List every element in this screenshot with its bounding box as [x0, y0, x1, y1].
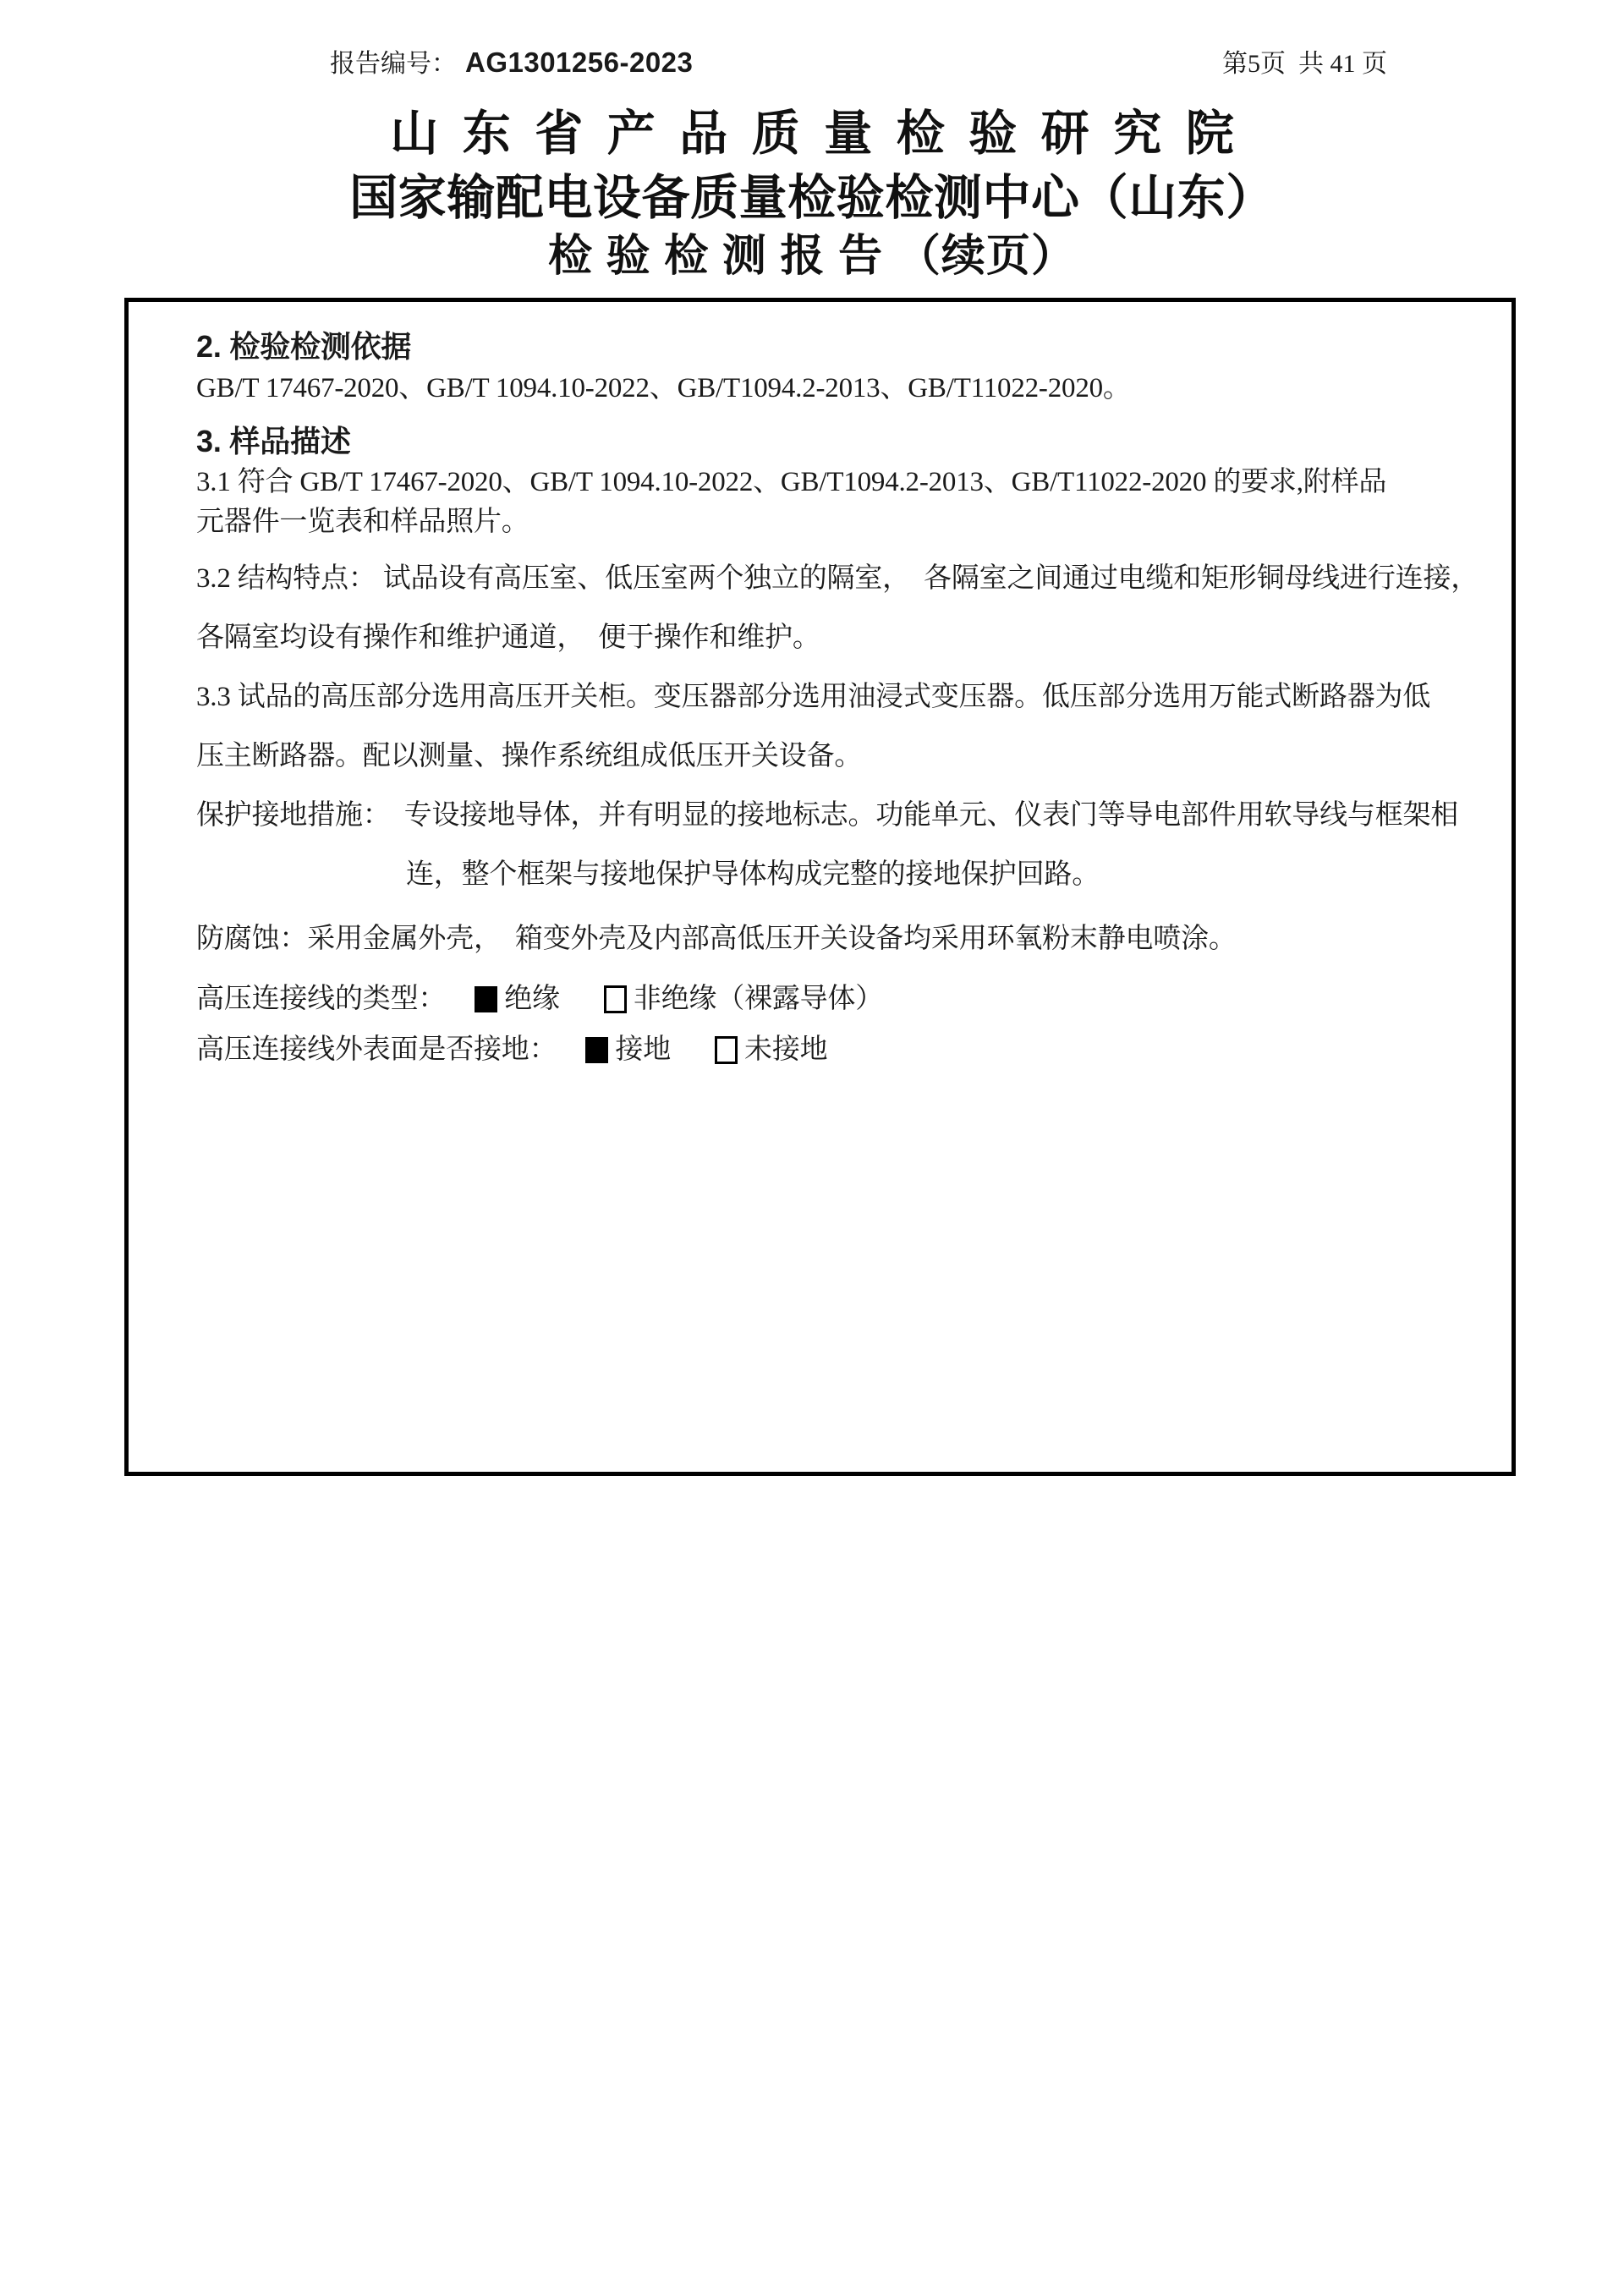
hv-connection-type-label: 高压连接线的类型： [196, 984, 447, 1014]
anticorrosion-line: 防腐蚀：采用金属外壳， 箱变外壳及内部高低压开关设备均采用环氧粉末静电喷涂。 [196, 924, 1237, 954]
paragraph-3-3-line-1: 3.3 试品的高压部分选用高压开关柜。变压器部分选用油浸式变压器。低压部分选用万能式断路器为低 [196, 682, 1431, 712]
report-title-main: 检验检测报告 [547, 232, 897, 281]
report-number-label: 报告编号： [330, 50, 457, 78]
checkbox-checked-icon [475, 986, 497, 1012]
option-insulated-label: 绝缘 [504, 984, 560, 1014]
checkbox-unchecked-icon [604, 985, 627, 1013]
section-2-heading: 2. 检验检测依据 [196, 329, 412, 364]
section-2-text: GB/T 17467-2020、GB/T 1094.10-2022、GB/T1094.2-2013、GB/T11022-2020。 [196, 373, 1131, 403]
paragraph-3-1-line-1: 3.1 符合 GB/T 17467-2020、GB/T 1094.10-2022、GB/T1094.2-2013、GB/T11022-2020 的要求,附样品 [196, 467, 1387, 497]
option-grounded [585, 1024, 671, 1075]
report-number-value: AG1301256-2023 [465, 47, 694, 78]
report-title-suffix: （续页） [896, 232, 1076, 281]
paragraph-3-2-line-1: 3.2 结构特点： 试品设有高压室、低压室两个独立的隔室， 各隔室之间通过电缆和矩形铜母线进行连接， [196, 563, 1479, 594]
institute-name: 山东省产品质量检验研究院 [390, 107, 1259, 161]
hv-surface-grounding-row [196, 1024, 1488, 1075]
center-name: 国家输配电设备质量检验检测中心（山东） [349, 171, 1275, 225]
paragraph-3-3-line-2: 压主断路器。配以测量、操作系统组成低压开关设备。 [196, 741, 863, 771]
option-ungrounded [715, 1024, 827, 1075]
option-insulated [475, 974, 560, 1024]
hv-connection-type-row [196, 974, 1488, 1024]
content-box [124, 298, 1516, 1476]
title-block [0, 100, 1624, 284]
report-title [0, 228, 1624, 284]
grounding-measures-line-1: 保护接地措施： 专设接地导体，并有明显的接地标志。功能单元、仪表门等导电部件用软导线与框架相 [196, 800, 1459, 831]
paragraph-3-1-line-2: 元器件一览表和样品照片。 [196, 507, 529, 537]
checkbox-unchecked-icon [715, 1036, 738, 1064]
checkbox-checked-icon [585, 1037, 608, 1063]
option-non-insulated [604, 974, 883, 1024]
option-ungrounded-label: 未接地 [744, 1034, 828, 1065]
section-3-heading: 3. 样品描述 [196, 424, 351, 458]
report-number [330, 42, 693, 80]
page-indicator: 第5页 共 41 页 [1222, 50, 1387, 78]
page-header [330, 42, 1387, 80]
grounding-measures-line-2: 连，整个框架与接地保护导体构成完整的接地保护回路。 [406, 859, 1100, 890]
option-non-insulated-label: 非绝缘（裸露导体） [633, 984, 884, 1014]
paragraph-3-2-line-2: 各隔室均设有操作和维护通道， 便于操作和维护。 [196, 623, 820, 653]
hv-surface-grounding-label: 高压连接线外表面是否接地： [196, 1034, 557, 1065]
option-grounded-label: 接地 [615, 1034, 672, 1065]
